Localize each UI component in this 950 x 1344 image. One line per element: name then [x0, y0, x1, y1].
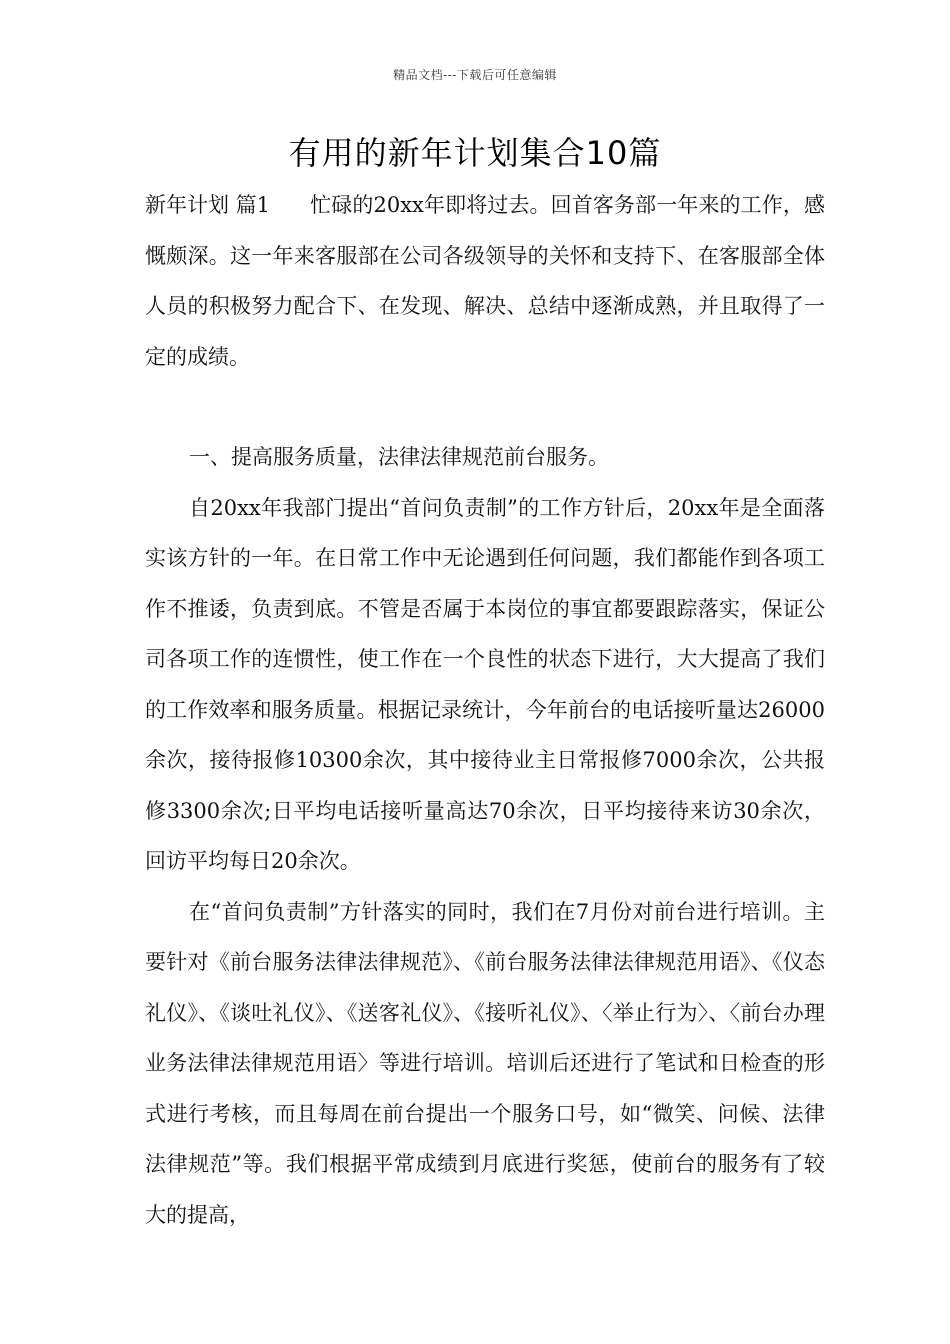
document-body — [145, 180, 825, 1240]
section-label: 新年计划 篇1 — [145, 193, 271, 217]
header-note: 精品文档---下载后可任意编辑 — [393, 68, 557, 82]
paragraph-text: 忙碌的20xx年即将过去。回首客务部一年来的工作，感慨颇深。这一年来客服部在公司各级领导的关怀和支持下、在客服部全体人员的积极努力配合下、在发现、解决、总结中逐渐成熟，并且取得了一定的成绩。 — [145, 193, 825, 369]
paragraph-intro — [145, 180, 825, 382]
paragraph-text: 在“首问负责制”方针落实的同时，我们在7月份对前台进行培训。主要针对《前台服务法律法律规范》、《前台服务法律法律规范用语》、《仪态礼仪》、《谈吐礼仪》、《送客礼仪》、《接听礼仪》、〈举止行为〉、〈前台办理业务法律法律规范用语〉等进行培训。培训后还进行了笔试和日检查的形式进行考核，而且每周在前台提出一个服务口号，如“微笑、问候、法律法律规范”等。我们根据平常成绩到月底进行奖惩，使前台的服务有了较大的提高， — [145, 899, 825, 1227]
document-title: 有用的新年计划集合10篇 — [288, 134, 662, 172]
paragraph-text: 自20xx年我部门提出“首问负责制”的工作方针后，20xx年是全面落实该方针的一年。在日常工作中无论遇到任何问题，我们都能作到各项工作不推诿，负责到底。不管是否属于本岗位的事宜都要跟踪落实，保证公司各项工作的连惯性，使工作在一个良性的状态下进行，大大提高了我们的工作效率和服务质量。根据记录统计，今年前台的电话接听量达26000余次，接待报修10300余次，其中接待业主日常报修7000余次，公共报修3300余次;日平均电话接听量高达70余次，日平均接待来访30余次，回访平均每日20余次。 — [145, 495, 825, 873]
section-heading: 一、提高服务质量，法律法律规范前台服务。 — [189, 445, 609, 469]
